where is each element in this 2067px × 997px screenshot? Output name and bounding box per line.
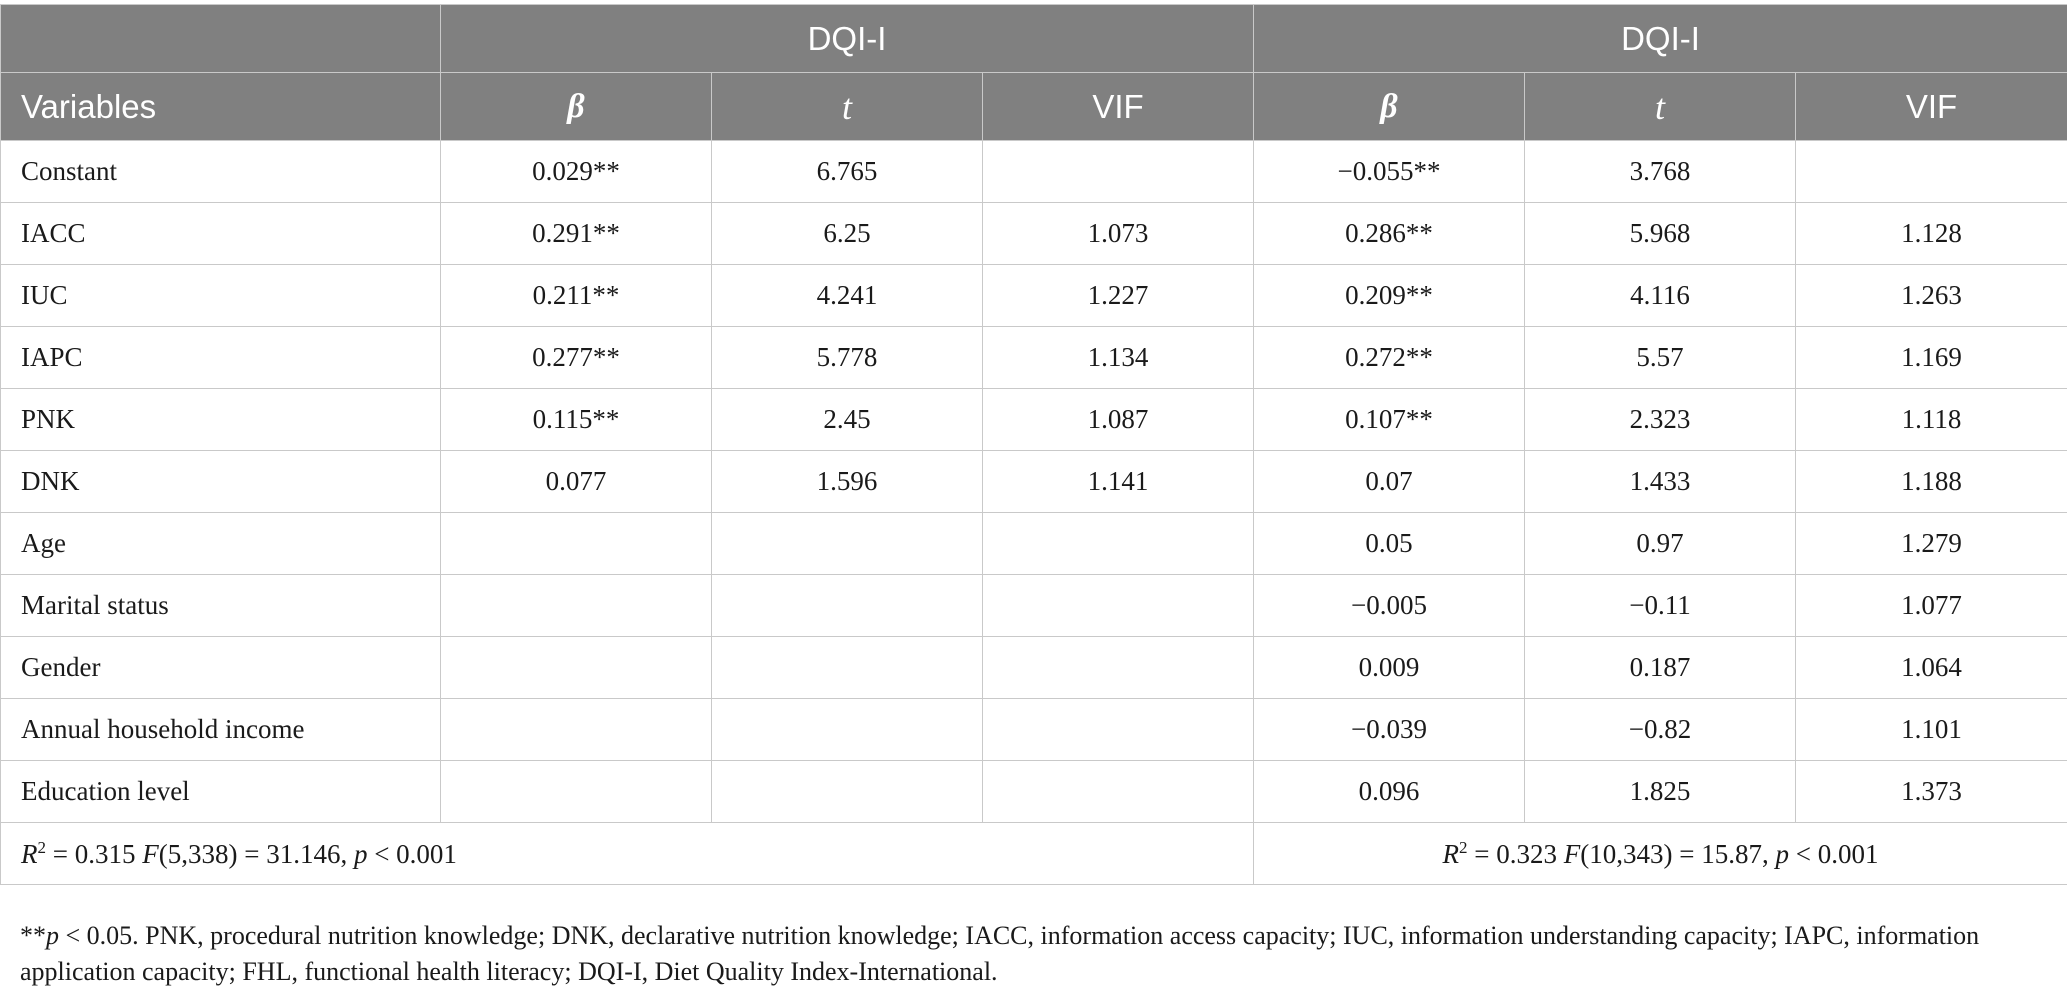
table-row <box>1 141 2067 203</box>
cell-beta-2: 0.05 <box>1254 513 1525 575</box>
cell-variable: DNK <box>1 451 441 513</box>
cell-t-1: 6.25 <box>712 203 983 265</box>
cell-variable: IACC <box>1 203 441 265</box>
cell-beta-1 <box>441 699 712 761</box>
footnote-marker: ** <box>20 921 46 950</box>
cell-t-1: 1.596 <box>712 451 983 513</box>
cell-beta-2: 0.272** <box>1254 327 1525 389</box>
cell-variable: Annual household income <box>1 699 441 761</box>
header-blank-cell <box>1 5 441 73</box>
cell-variable: Constant <box>1 141 441 203</box>
cell-vif-2: 1.373 <box>1796 761 2067 823</box>
cell-variable: Marital status <box>1 575 441 637</box>
column-header-variables: Variables <box>1 73 441 141</box>
model-1-p-value: < 0.001 <box>367 838 457 869</box>
cell-vif-2: 1.101 <box>1796 699 2067 761</box>
cell-t-2: 4.116 <box>1525 265 1796 327</box>
cell-vif-2: 1.188 <box>1796 451 2067 513</box>
model-2-r2-superscript: 2 <box>1459 837 1468 857</box>
cell-vif-1 <box>983 575 1254 637</box>
cell-beta-1: 0.077 <box>441 451 712 513</box>
model-2-p-value: < 0.001 <box>1788 838 1879 869</box>
cell-vif-1: 1.073 <box>983 203 1254 265</box>
cell-vif-2: 1.128 <box>1796 203 2067 265</box>
cell-beta-2: 0.286** <box>1254 203 1525 265</box>
cell-beta-2: 0.009 <box>1254 637 1525 699</box>
model-1-f-value: (5,338) = 31.146, <box>158 838 354 869</box>
cell-t-1: 4.241 <box>712 265 983 327</box>
model-1-f-symbol: F <box>142 838 159 869</box>
table-body <box>1 141 2067 885</box>
cell-vif-2: 1.169 <box>1796 327 2067 389</box>
cell-t-1 <box>712 575 983 637</box>
cell-variable: IAPC <box>1 327 441 389</box>
cell-t-1: 6.765 <box>712 141 983 203</box>
model-1-r2-symbol: R <box>21 838 38 869</box>
cell-beta-2: −0.005 <box>1254 575 1525 637</box>
model-2-p-symbol: p <box>1775 838 1789 869</box>
cell-t-2: −0.82 <box>1525 699 1796 761</box>
cell-vif-1: 1.134 <box>983 327 1254 389</box>
column-header-t-1: t <box>712 73 983 141</box>
cell-t-2: 3.768 <box>1525 141 1796 203</box>
group-header-row <box>1 5 2067 73</box>
table-row <box>1 327 2067 389</box>
cell-t-1 <box>712 637 983 699</box>
table-row <box>1 637 2067 699</box>
cell-t-1 <box>712 699 983 761</box>
cell-vif-1: 1.141 <box>983 451 1254 513</box>
cell-t-1 <box>712 761 983 823</box>
table-row <box>1 761 2067 823</box>
cell-t-1 <box>712 513 983 575</box>
cell-beta-2: 0.107** <box>1254 389 1525 451</box>
cell-vif-1 <box>983 637 1254 699</box>
cell-beta-1: 0.115** <box>441 389 712 451</box>
column-header-row <box>1 73 2067 141</box>
cell-vif-1: 1.087 <box>983 389 1254 451</box>
cell-vif-2: 1.118 <box>1796 389 2067 451</box>
cell-t-2: 5.57 <box>1525 327 1796 389</box>
column-header-t-2: t <box>1525 73 1796 141</box>
table-row <box>1 389 2067 451</box>
cell-beta-2: 0.096 <box>1254 761 1525 823</box>
cell-beta-2: 0.07 <box>1254 451 1525 513</box>
column-header-vif-1: VIF <box>983 73 1254 141</box>
table-row <box>1 699 2067 761</box>
cell-t-2: 2.323 <box>1525 389 1796 451</box>
model-stats-row <box>1 823 2067 885</box>
cell-beta-1: 0.211** <box>441 265 712 327</box>
footnote-text: < 0.05. PNK, procedural nutrition knowledge; DNK, declarative nutrition knowledge; IACC, information access capacity; IUC, information understanding capacity; IAPC, information application capacity; FHL, functional health literacy; DQI-I, Diet Quality Index-International. <box>20 921 1980 986</box>
cell-beta-2: −0.039 <box>1254 699 1525 761</box>
model-1-stats <box>1 823 1254 885</box>
cell-t-2: 1.433 <box>1525 451 1796 513</box>
cell-variable: IUC <box>1 265 441 327</box>
cell-variable: Age <box>1 513 441 575</box>
cell-vif-2: 1.263 <box>1796 265 2067 327</box>
cell-beta-1: 0.277** <box>441 327 712 389</box>
model-1-p-symbol: p <box>353 838 368 869</box>
cell-t-1: 2.45 <box>712 389 983 451</box>
model-2-r2-symbol: R <box>1442 838 1460 869</box>
footnote-p-symbol: p <box>46 921 59 950</box>
cell-vif-2 <box>1796 141 2067 203</box>
model-1-r2-superscript: 2 <box>37 837 46 857</box>
cell-vif-1: 1.227 <box>983 265 1254 327</box>
table-row <box>1 265 2067 327</box>
table-footnote <box>20 918 2050 990</box>
cell-vif-1 <box>983 761 1254 823</box>
cell-variable: Education level <box>1 761 441 823</box>
cell-variable: PNK <box>1 389 441 451</box>
cell-t-2: 0.187 <box>1525 637 1796 699</box>
column-header-beta-2: β <box>1254 73 1525 141</box>
cell-t-2: 0.97 <box>1525 513 1796 575</box>
model-2-f-value: (10,343) = 15.87, <box>1580 838 1776 869</box>
group-header-model-1: DQI-I <box>441 5 1254 73</box>
column-header-beta-1: β <box>441 73 712 141</box>
cell-beta-2: 0.209** <box>1254 265 1525 327</box>
cell-beta-1 <box>441 637 712 699</box>
model-2-f-symbol: F <box>1563 838 1581 869</box>
cell-vif-2: 1.279 <box>1796 513 2067 575</box>
model-2-stats <box>1254 823 2067 885</box>
model-2-r2-value: = 0.323 <box>1467 838 1564 869</box>
table-row <box>1 203 2067 265</box>
cell-t-2: 5.968 <box>1525 203 1796 265</box>
cell-vif-2: 1.077 <box>1796 575 2067 637</box>
cell-beta-2: −0.055** <box>1254 141 1525 203</box>
group-header-model-2: DQI-I <box>1254 5 2067 73</box>
column-header-vif-2: VIF <box>1796 73 2067 141</box>
table-row <box>1 451 2067 513</box>
table-row <box>1 513 2067 575</box>
regression-table <box>0 4 2067 885</box>
cell-beta-1: 0.291** <box>441 203 712 265</box>
cell-beta-1: 0.029** <box>441 141 712 203</box>
cell-t-1: 5.778 <box>712 327 983 389</box>
cell-t-2: −0.11 <box>1525 575 1796 637</box>
model-1-r2-value: = 0.315 <box>46 838 143 869</box>
cell-t-2: 1.825 <box>1525 761 1796 823</box>
cell-vif-1 <box>983 141 1254 203</box>
cell-variable: Gender <box>1 637 441 699</box>
cell-vif-1 <box>983 699 1254 761</box>
table-row <box>1 575 2067 637</box>
cell-beta-1 <box>441 761 712 823</box>
cell-vif-1 <box>983 513 1254 575</box>
cell-beta-1 <box>441 575 712 637</box>
cell-beta-1 <box>441 513 712 575</box>
cell-vif-2: 1.064 <box>1796 637 2067 699</box>
